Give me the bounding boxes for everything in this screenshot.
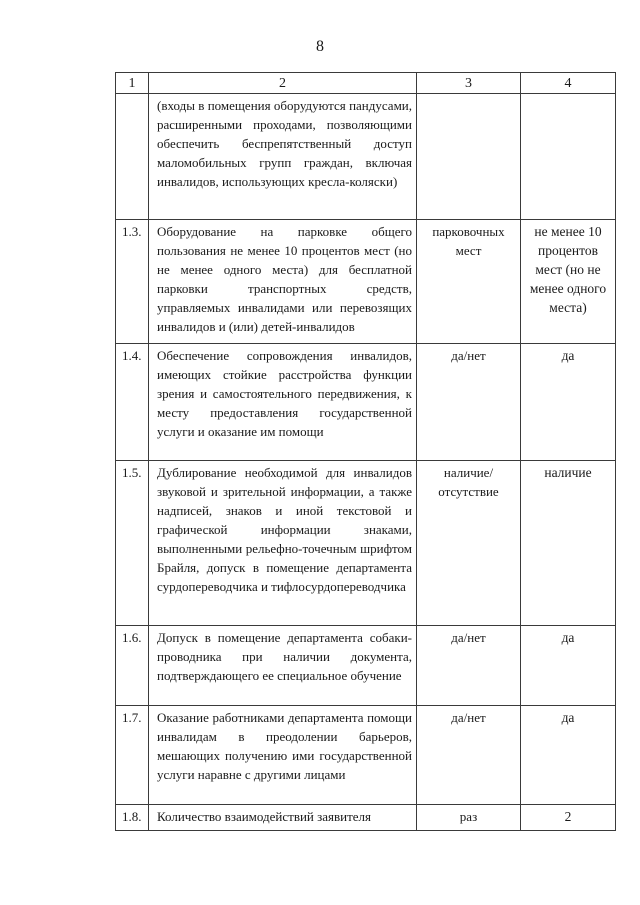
header-cell-4: 4 <box>521 73 616 94</box>
row-description: Обеспечение сопровождения инвалидов, имеющих стойкие расстройства функции зрения и самостоятельного передвижения, к месту предоставления государственной услуги и оказание им помощи <box>149 344 417 461</box>
row-unit <box>417 94 521 220</box>
table-row <box>116 461 616 626</box>
table-row <box>116 626 616 706</box>
table-header-row <box>116 73 616 94</box>
header-cell-1: 1 <box>116 73 149 94</box>
row-unit: да/нет <box>417 706 521 805</box>
header-cell-3: 3 <box>417 73 521 94</box>
row-unit: парковочных мест <box>417 220 521 344</box>
row-description: Количество взаимодействий заявителя <box>149 805 417 831</box>
row-unit: раз <box>417 805 521 831</box>
accessibility-indicators-table <box>115 72 616 831</box>
row-number: 1.5. <box>116 461 149 626</box>
row-value: 2 <box>521 805 616 831</box>
row-value: не менее 10 процентов мест (но не менее одного места) <box>521 220 616 344</box>
row-description: Допуск в помещение департамента собаки-проводника при наличии документа, подтверждающего ее специальное обучение <box>149 626 417 706</box>
row-number <box>116 94 149 220</box>
row-value <box>521 94 616 220</box>
row-value: да <box>521 344 616 461</box>
row-number: 1.7. <box>116 706 149 805</box>
row-value: да <box>521 626 616 706</box>
row-number: 1.8. <box>116 805 149 831</box>
table-row <box>116 805 616 831</box>
row-number: 1.4. <box>116 344 149 461</box>
table-row <box>116 220 616 344</box>
table-row <box>116 344 616 461</box>
row-number: 1.6. <box>116 626 149 706</box>
row-unit: наличие/отсутствие <box>417 461 521 626</box>
row-description: Оборудование на парковке общего пользования не менее 10 процентов мест (но не менее одного места) для бесплатной парковки транспортных средств, управляемых инвалидами или перевозящих инвалидов и (или) детей-инвалидов <box>149 220 417 344</box>
row-unit: да/нет <box>417 344 521 461</box>
table-row <box>116 94 616 220</box>
row-unit: да/нет <box>417 626 521 706</box>
row-value: наличие <box>521 461 616 626</box>
row-description: Дублирование необходимой для инвалидов звуковой и зрительной информации, а также надписей, знаков и иной текстовой и графической информации знаками, выполненными рельефно-точечным шрифтом Брайля, допуск в помещение департамента сурдопереводчика и тифлосурдопереводчика <box>149 461 417 626</box>
header-cell-2: 2 <box>149 73 417 94</box>
row-number: 1.3. <box>116 220 149 344</box>
row-value: да <box>521 706 616 805</box>
table-row <box>116 706 616 805</box>
row-description: Оказание работниками департамента помощи инвалидам в преодолении барьеров, мешающих получению ими государственной услуги наравне с другими лицами <box>149 706 417 805</box>
page-number: 8 <box>316 38 324 55</box>
row-description: (входы в помещения оборудуются пандусами, расширенными проходами, позволяющими обеспечить беспрепятственный доступ маломобильных групп граждан, включая инвалидов, использующих кресла-коляски) <box>149 94 417 220</box>
